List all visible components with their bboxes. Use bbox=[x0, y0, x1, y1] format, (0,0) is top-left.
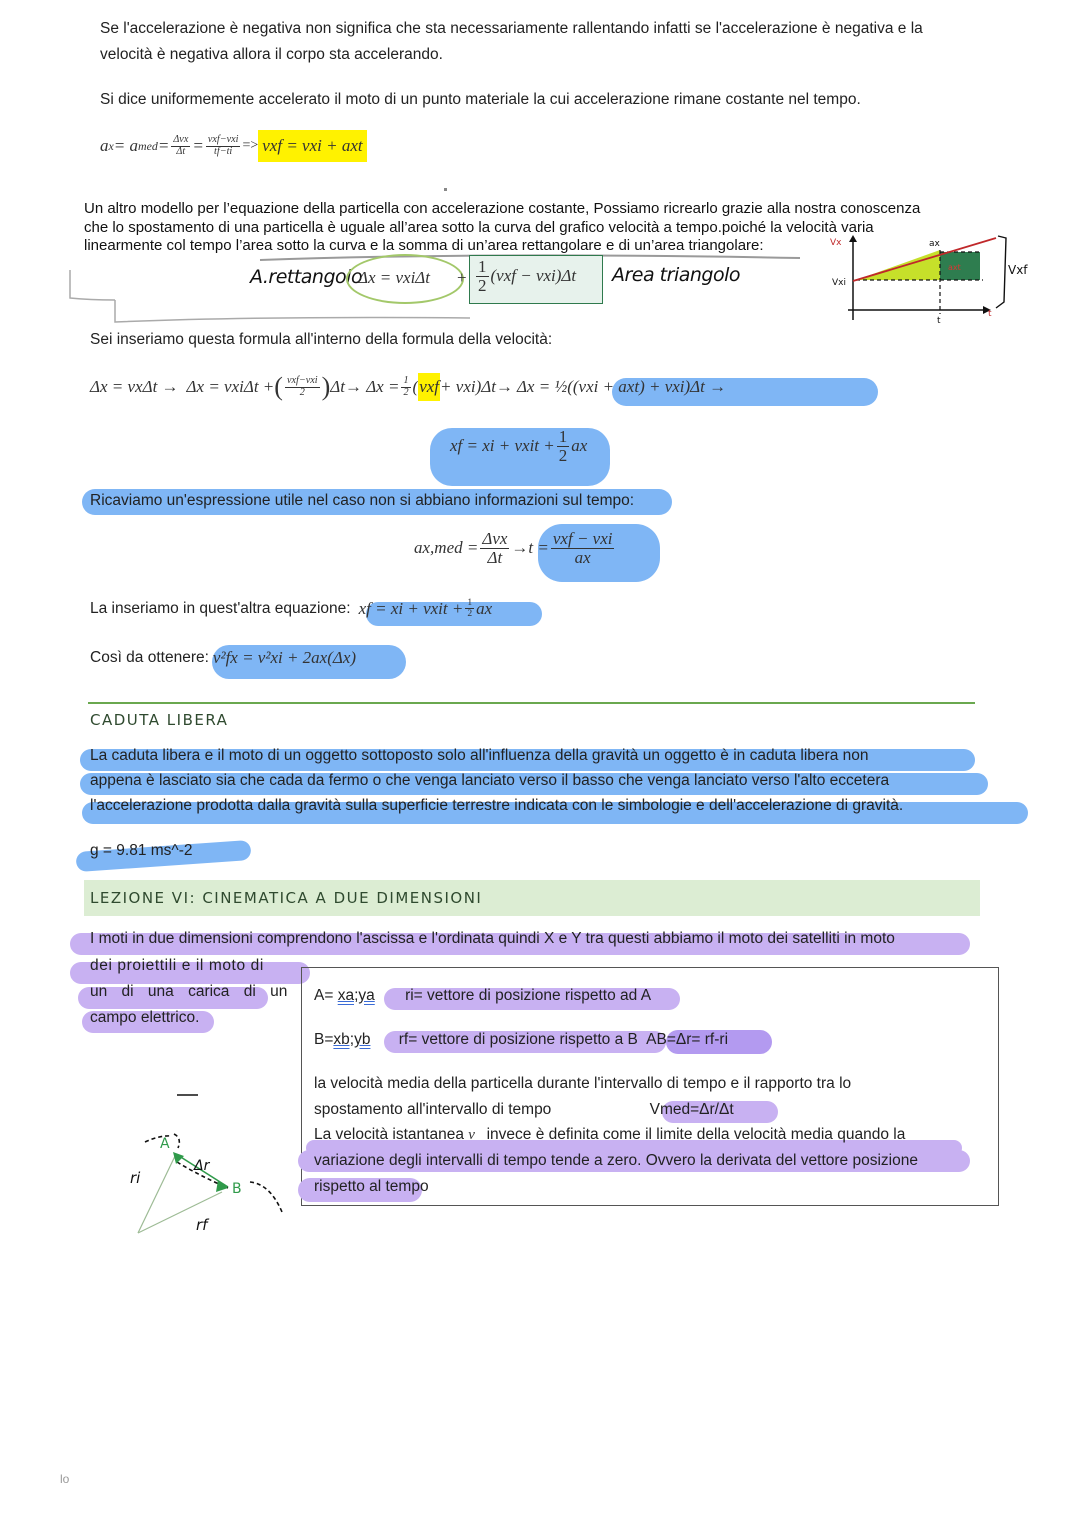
instant-velocity-line2: variazione degli intervalli di tempo tende a zero. Ovvero la derivata del vettore posizione bbox=[314, 1152, 918, 1169]
velocity-time-graph bbox=[828, 232, 1038, 327]
paragraph-insert-formula: Sei inseriamo questa formula all'interno della formula della velocità: bbox=[90, 331, 553, 348]
paragraph-negative-acceleration-line1: Se l'accelerazione è negativa non significa che sta necessariamente rallentando infatti se l'accelerazione è negativa e la bbox=[100, 20, 923, 37]
fraction-dv-dt: $\frac{\text{Δvx}}{\Delta t}$ bbox=[173, 133, 189, 157]
vmed-formula: Vmed=Δr/Δt bbox=[649, 1101, 734, 1118]
instant-velocity-line1: La velocità istantanea v⃗invece è definita come il limite della velocità media quando la bbox=[314, 1126, 906, 1143]
equation-acceleration: a x = a med = $\frac{\text{Δvx}}{\Delta t}$ = $\frac{\text{vxf−vxi}}{tf-ti}$ => vxf = vxi + axt bbox=[100, 130, 367, 162]
highlighted-velocity-formula: vxf = vxi + axt bbox=[258, 130, 366, 162]
paragraph-uniform-acceleration: Si dice uniformemente accelerato il moto di un punto materiale la cui accelerazione rimane costante nel tempo. bbox=[100, 91, 861, 108]
term-rectangle: Δx = vxiΔt bbox=[358, 268, 431, 287]
fraction-velocity-time: $\frac{\text{vxf−vxi}}{tf-ti}$ bbox=[207, 133, 239, 157]
paragraph-negative-acceleration-line2: velocità è negativa allora il corpo sta accelerando. bbox=[100, 46, 443, 63]
heading-caduta-libera: CADUTA LIBERA bbox=[90, 711, 229, 729]
svg-text:ax: ax bbox=[929, 239, 940, 249]
eq1-lhs: a bbox=[100, 136, 109, 155]
vmed-line1: la velocità media della particella durante l'intervallo di tempo e il rapporto tra lo bbox=[314, 1075, 852, 1092]
equation-time: ax,med = $\frac{\text{Δvx}}{\Delta t}$ → t = $\frac{\text{vxf − vxi}}{ax}$ bbox=[414, 529, 613, 567]
highlight-vxf: vxf bbox=[418, 373, 440, 401]
paragraph-insert-equation: La inseriamo in quest'altra equazione : xf = xi + vxit + $\frac{1}{2}$ ax bbox=[90, 597, 493, 620]
vmed-line2: spostamento all'intervallo di tempo Vmed=Δr/Δt bbox=[314, 1101, 734, 1118]
section-divider bbox=[88, 702, 975, 704]
point-a-coords: xa;ya bbox=[337, 987, 375, 1004]
svg-text:axt: axt bbox=[948, 263, 961, 272]
heading-lezione-vi: LEZIONE VI: CINEMATICA A DUE DIMENSIONI bbox=[90, 889, 483, 907]
paragraph-no-time-info: Ricaviamo un'espressione utile nel caso non si abbiano informazioni sul tempo: bbox=[90, 492, 635, 509]
svg-text:t: t bbox=[988, 309, 992, 319]
displacement-formula: AB=Δr= rf-ri bbox=[646, 1031, 729, 1048]
caduta-line1: La caduta libera e il moto di un oggetto sottoposto solo all'influenza della gravità un oggetto è in caduta libera non bbox=[90, 747, 869, 764]
lezione-left-line3: campo elettrico. bbox=[90, 1009, 200, 1026]
svg-text:Δr: Δr bbox=[194, 1158, 210, 1174]
point-a-definition: A= xa;ya ri= vettore di posizione rispetto ad A bbox=[314, 987, 652, 1004]
lezione-left-line2: un di una carica di un bbox=[90, 983, 288, 1000]
lezione-left-line1: dei proiettili e il moto di bbox=[90, 957, 264, 974]
svg-text:A: A bbox=[160, 1136, 170, 1152]
instant-velocity-line3: rispetto al tempo bbox=[314, 1178, 429, 1195]
point-b-coords: xb;yb bbox=[333, 1031, 371, 1048]
lezione-line1: I moti in due dimensioni comprendono l'ascissa e l'ordinata quindi X e Y tra questi abbiamo il moto dei satelliti in moto bbox=[90, 930, 895, 947]
equation-displacement-chain: Δx = vxΔt → Δx = vxiΔt + ( $\frac{\text{vxf−vxi}}{2}$ ) Δt→ Δx = $\frac{1}{2}$ ( vxf + vxi)Δt→ Δx = ½((vxi + axt) + vxi)Δt → bbox=[90, 372, 727, 401]
caduta-line3: l'accelerazione prodotta dalla gravità sulla superficie terrestre indicata con le simbologie e dell'accelerazione di gravità. bbox=[90, 797, 904, 814]
svg-text:B: B bbox=[232, 1181, 242, 1197]
svg-text:rf: rf bbox=[196, 1216, 208, 1234]
point-b-definition: B=xb;yb rf= vettore di posizione rispetto a B AB=Δr= rf-ri bbox=[314, 1031, 729, 1048]
svg-text:Vx: Vx bbox=[830, 238, 842, 248]
svg-text:t: t bbox=[937, 316, 941, 326]
term-triangle: $\frac{1}{2}$ (vxf − vxi)Δt bbox=[478, 257, 577, 295]
svg-text:Vxi: Vxi bbox=[832, 278, 846, 288]
vector-sketch bbox=[110, 1080, 300, 1250]
footer-text: lo bbox=[60, 1472, 70, 1486]
svg-text:ri: ri bbox=[130, 1169, 141, 1187]
svg-text:Vxf: Vxf bbox=[1008, 263, 1028, 277]
stray-mark bbox=[444, 188, 447, 191]
caduta-line2: appena è lasciato sia che cada da fermo o che venga lanciato verso il basso che venga lanciato verso l'alto eccetera bbox=[90, 772, 890, 789]
label-rectangle-area: A.rettangolo bbox=[250, 266, 363, 288]
gravity-value: g = 9.81 ms^-2 bbox=[90, 842, 193, 859]
equation-position: xf = xi + vxit + $\frac{1}{2}$ ax bbox=[450, 427, 588, 465]
label-triangle-area: Area triangolo bbox=[612, 264, 740, 286]
paragraph-obtain: Così da ottenere : v²fx = v²xi + 2ax(Δx) bbox=[90, 648, 357, 667]
paragraph-area-model: Un altro modello per l’equazione della particella con accelerazione costante, Possiamo ricrearlo grazie alla nostra conoscenza che lo spostamento di una particella è uguale all’area sotto la curva del grafico velocità a tempo.poiché la velocità varia linearmente col tempo l’area sotto la curva e la somma di un’area rettangolare e di un’area triangolare: bbox=[84, 200, 921, 254]
